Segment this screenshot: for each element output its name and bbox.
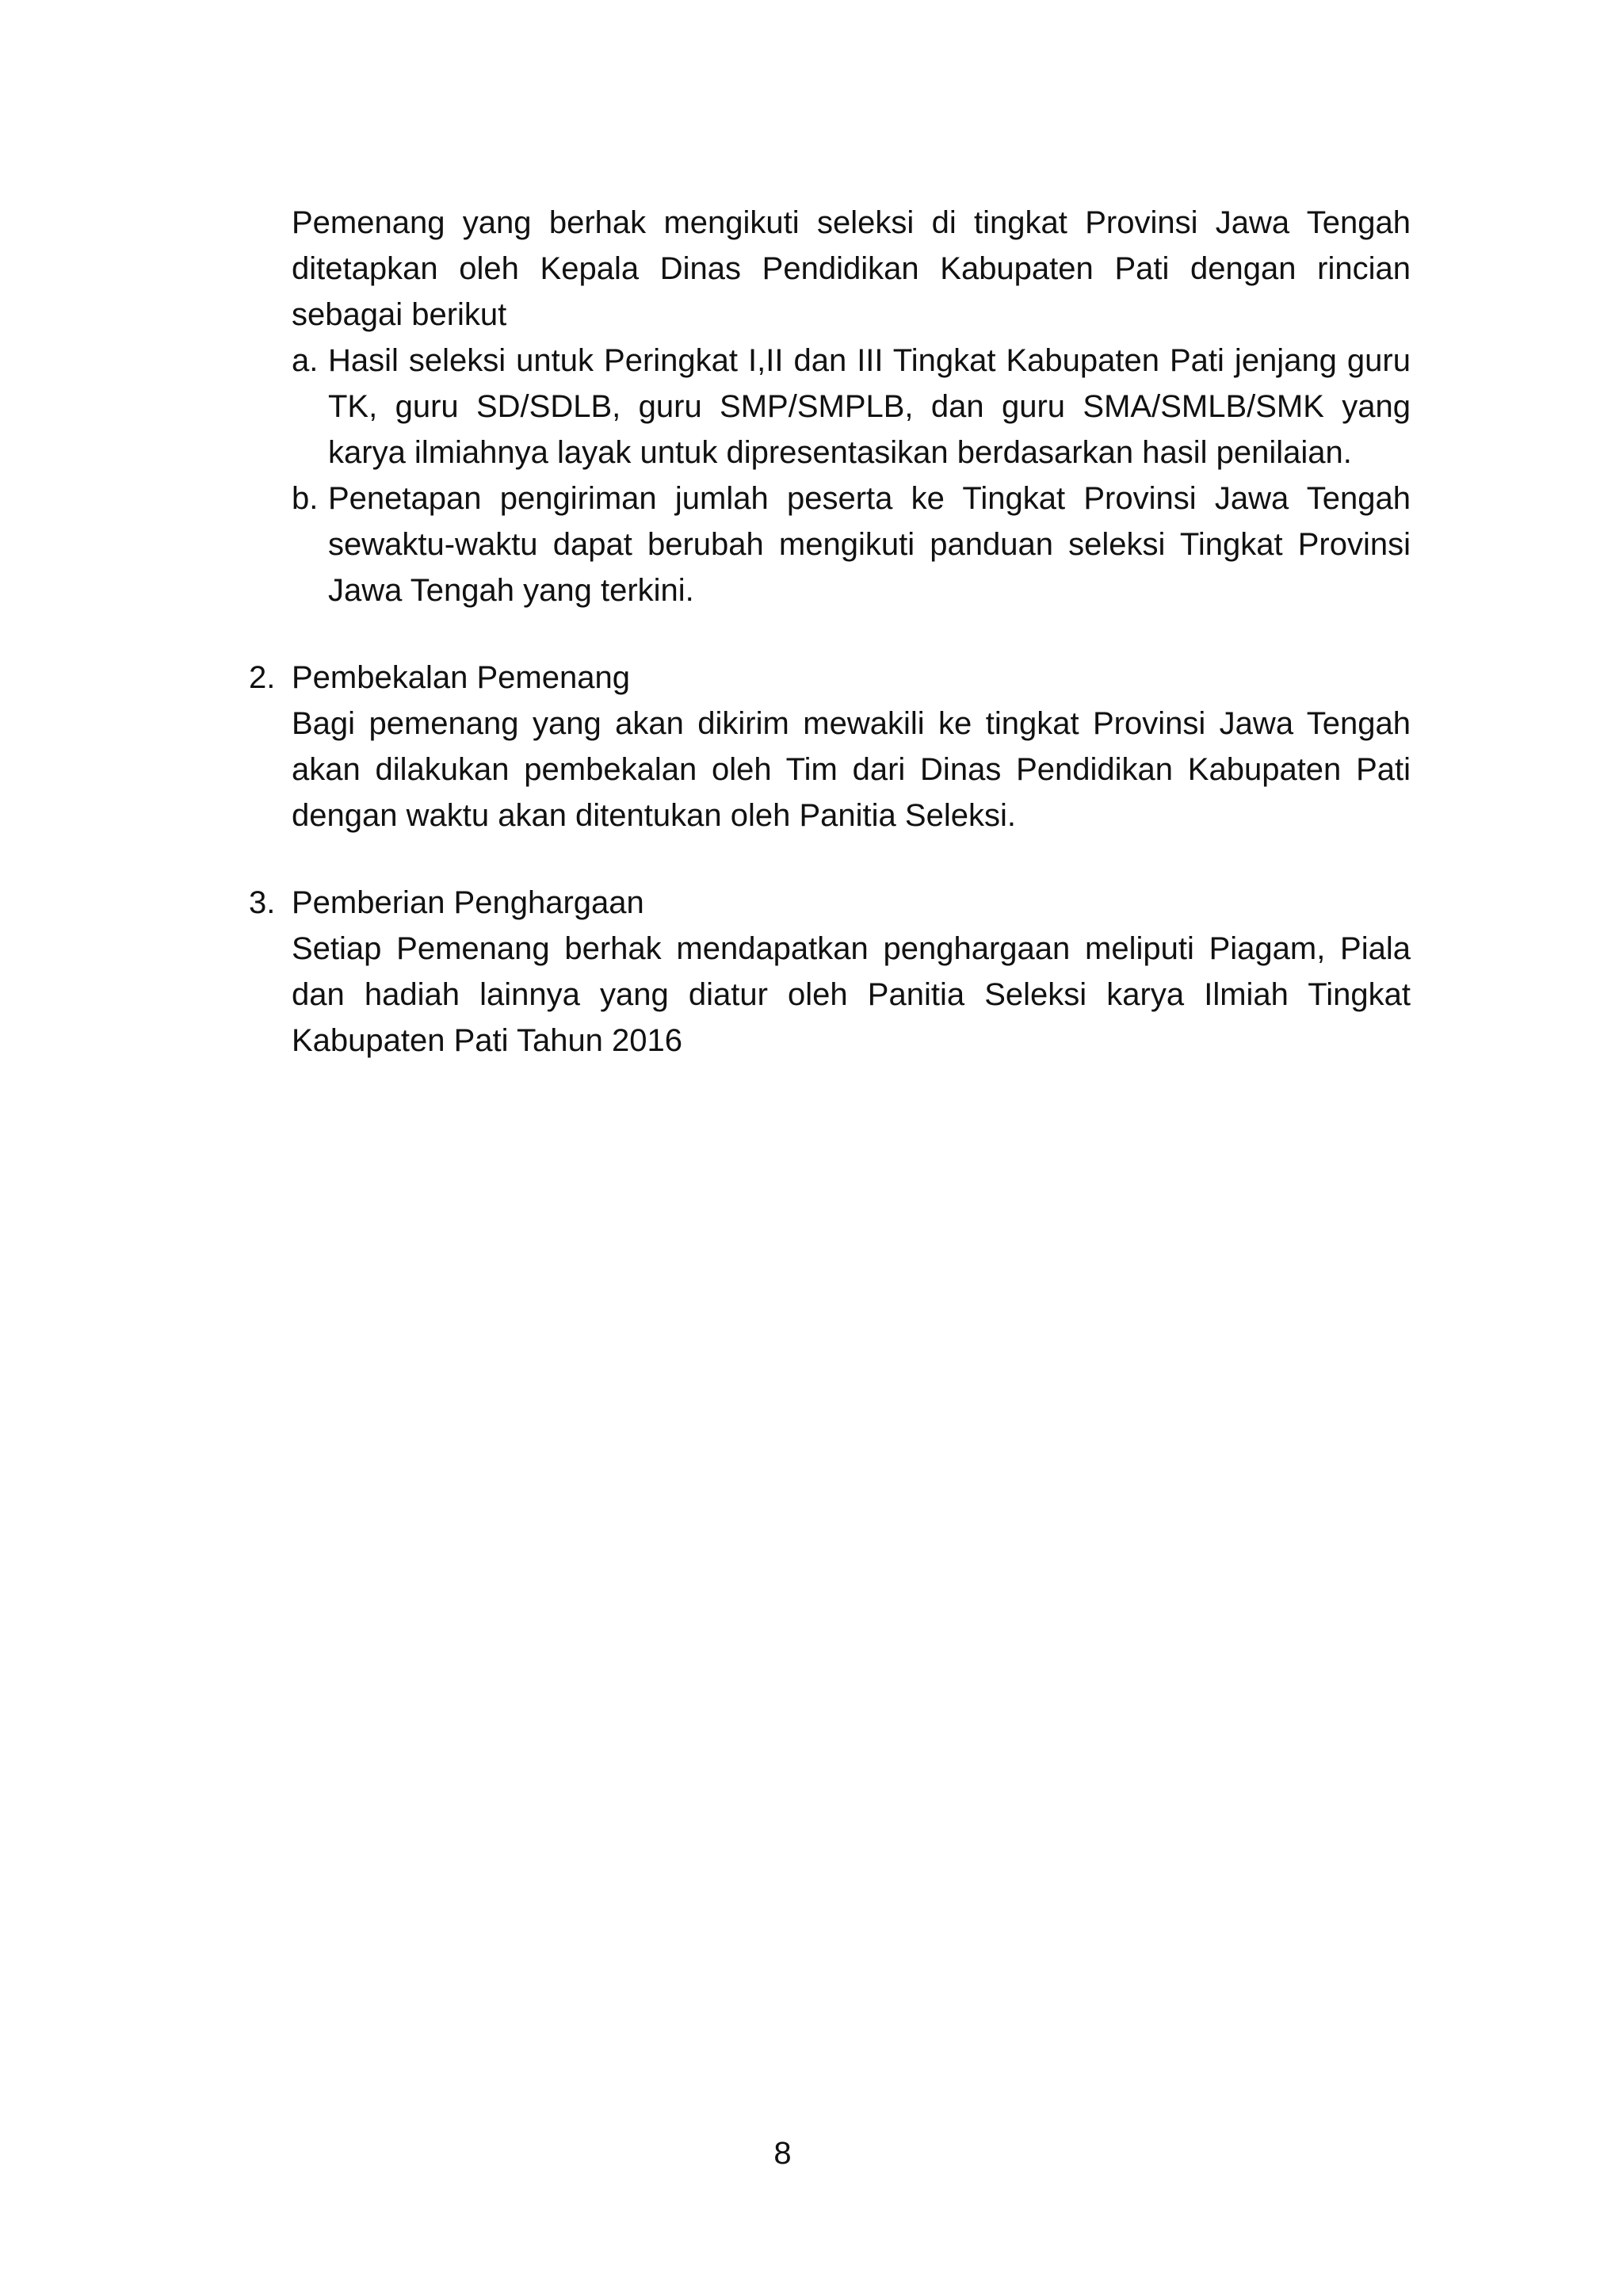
page-number: 8: [773, 2136, 792, 2171]
detail-marker-b: b.: [292, 481, 319, 516]
page-content: [249, 200, 1411, 1064]
intro-paragraph: Pemenang yang berhak mengikuti seleksi di tingkat Provinsi Jawa Tengah ditetapkan oleh Kepala Dinas Pendidikan Kabupaten Pati dengan rincian sebagai berikut: [292, 205, 1411, 332]
section-2: [249, 655, 1411, 839]
section-2-number: 2.: [249, 660, 276, 695]
section-3-number: 3.: [249, 885, 276, 920]
section-3: [249, 880, 1411, 1064]
detail-marker-a: a.: [292, 343, 319, 378]
section-2-body: Bagi pemenang yang akan dikirim mewakili ke tingkat Provinsi Jawa Tengah akan dilakukan pembekalan oleh Tim dari Dinas Pendidikan Kabupaten Pati dengan waktu akan ditentukan oleh Panitia Seleksi.: [292, 706, 1411, 833]
detail-list: [292, 338, 1411, 613]
section-3-title: Pemberian Penghargaan: [292, 885, 644, 920]
detail-item-b: [292, 476, 1411, 613]
detail-item-a: [292, 338, 1411, 476]
detail-text-a: Hasil seleksi untuk Peringkat I,II dan III Tingkat Kabupaten Pati jenjang guru TK, guru SD/SDLB, guru SMP/SMPLB, dan guru SMA/SMLB/SMK yang karya ilmiahnya layak untuk dipresentasikan berdasarkan hasil penilaian.: [328, 343, 1411, 470]
section-2-title: Pembekalan Pemenang: [292, 660, 630, 695]
section-3-body: Setiap Pemenang berhak mendapatkan penghargaan meliputi Piagam, Piala dan hadiah lainnya yang diatur oleh Panitia Seleksi karya Ilmiah Tingkat Kabupaten Pati Tahun 2016: [292, 931, 1411, 1058]
detail-text-b: Penetapan pengiriman jumlah peserta ke Tingkat Provinsi Jawa Tengah sewaktu-waktu dapat berubah mengikuti panduan seleksi Tingkat Provinsi Jawa Tengah yang terkini.: [328, 481, 1411, 608]
